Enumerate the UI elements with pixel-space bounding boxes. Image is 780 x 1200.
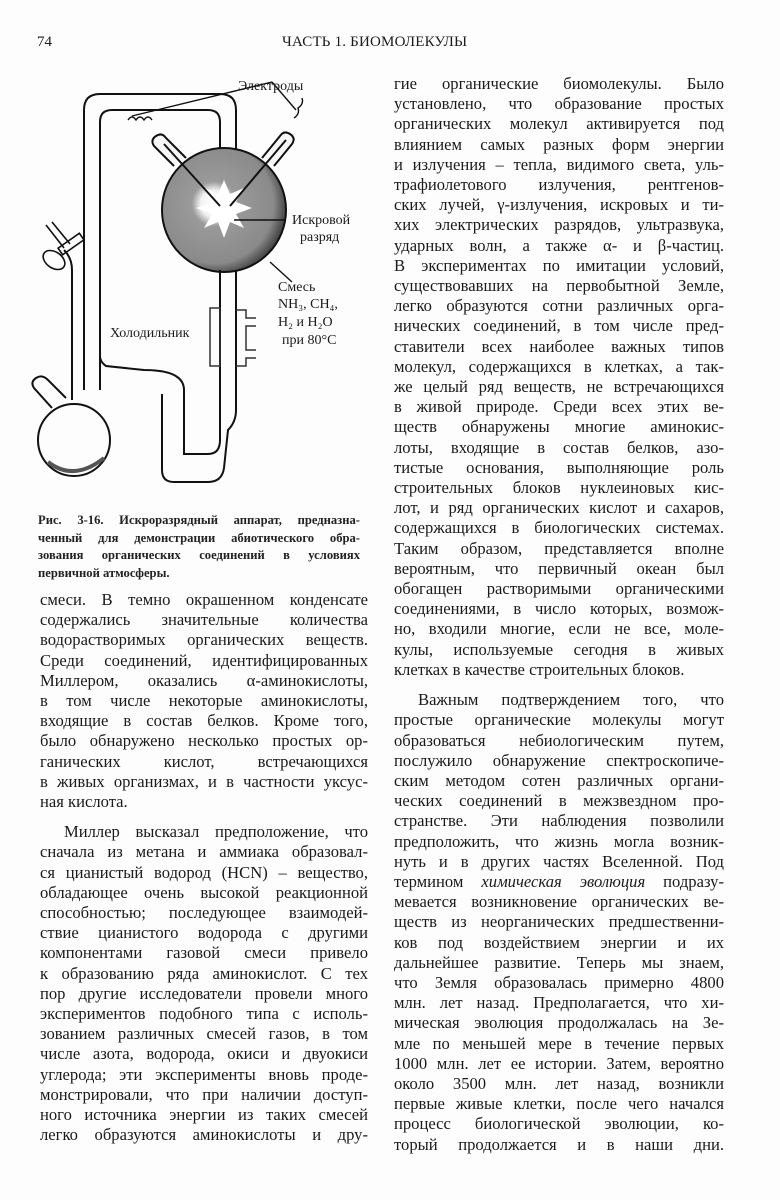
text-line: Таким образом, представляется вполне: [394, 538, 724, 558]
text-line: ся цианистый водород (HCN) – вещество,: [40, 862, 368, 882]
text-line: процесс биологической эволюции, ко-: [394, 1114, 724, 1134]
text-line: ная кислота.: [40, 792, 128, 812]
label-mixture-4: при 80°С: [282, 333, 337, 348]
label-mixture-1: Смесь: [278, 280, 316, 295]
text-line: ществ из неорганических предшественни-: [394, 912, 724, 932]
text-line: ганических кислот, встречающихся: [40, 751, 368, 771]
text-line: странстве. Эти наблюдения позволили: [394, 811, 724, 831]
text-line: Среди соединений, идентифицированных: [40, 650, 368, 670]
label-electrodes: Электроды: [238, 79, 304, 94]
text-line: было обнаружено несколько простых ор-: [40, 731, 368, 751]
text-line: ществ обнаружены многие аминокис-: [394, 417, 724, 437]
right-column-text: [394, 74, 724, 1155]
paragraph: [394, 892, 724, 1155]
coolant-outlet: [236, 358, 256, 366]
text-line: ударных волн, а также α- и β-частиц.: [394, 235, 724, 255]
coil-left: [128, 117, 152, 120]
text-line: мическая эволюция продолжалась на Зе-: [394, 1013, 724, 1033]
text-line: торый продолжается и в наши дни.: [394, 1134, 724, 1154]
text-line: монстрировали, что при наличии доступ-: [40, 1084, 368, 1104]
page-number: 74: [37, 34, 52, 50]
caption-line: ченный для демонстрации абиотического обра-: [38, 530, 360, 545]
text-line: Миллером, оказались α-аминокислоты,: [40, 670, 368, 690]
text-line: углерода; эти эксперименты вновь проде-: [40, 1064, 368, 1084]
text-line: смеси. В темно окрашенном конденсате: [40, 590, 368, 609]
text-line: образоваться небиологическим путем,: [394, 730, 724, 750]
text-line: содержались значительные количества: [40, 610, 368, 630]
text-line: около 3500 млн. лет назад, возникли: [394, 1073, 724, 1093]
label-condenser: Холодильник: [110, 326, 190, 341]
label-mixture-3: H₂ и H₂O: [278, 315, 333, 330]
flask-neck: [100, 270, 220, 454]
text-line: ческих соединений в межзвездном про-: [394, 791, 724, 811]
text-line: дальнейшее развитие. Теперь мы знаем,: [394, 952, 724, 972]
label-spark-2: разряд: [300, 230, 340, 245]
text-line: что Земля образовалась примерно 4800: [394, 972, 724, 992]
text-line: существовавших на первобытной Земле,: [394, 276, 724, 296]
text-line: ставители всех наиболее важных типов: [394, 336, 724, 356]
paragraph: [394, 74, 724, 680]
figure-spark-discharge-apparatus: [24, 70, 376, 500]
text-line: но, входили многие, если не все, моле-: [394, 619, 724, 639]
text-line-with-term: [394, 872, 724, 892]
text-line: лот, и ряд органических кислот и сахаров,: [394, 498, 724, 518]
text-line: установлено, что образование простых: [394, 94, 724, 114]
boiling-flask: [38, 404, 110, 476]
text-line: нических соединений, в том числе пред-: [394, 316, 724, 336]
text-line: соединениями, в число которых, возмож-: [394, 599, 724, 619]
caption-line: первичной атмосферы.: [38, 565, 170, 580]
label-mixture-2: NH₃, CH₄,: [278, 297, 338, 312]
coolant-bracket: [246, 326, 256, 350]
text-line: экспериментов подобного типа с исполь-: [40, 1004, 368, 1024]
text-line: компонентами газовой смеси привело: [40, 943, 368, 963]
condenser-jacket: [210, 308, 220, 366]
mixture-leader: [270, 262, 292, 282]
paragraph: [40, 590, 368, 812]
text-line: первые живые клетки, после чего начался: [394, 1094, 724, 1114]
text-line: ного источника энергии из таких смесей: [40, 1105, 368, 1125]
text-line: и излучения – тепла, видимого света, уль-: [394, 154, 724, 174]
text-line: пор другие исследователи провели много: [40, 983, 368, 1003]
text-line: легко образуются сотни различных орга-: [394, 296, 724, 316]
paragraph: [40, 822, 368, 1145]
text-line: мле по меньшей мере в течение первых: [394, 1033, 724, 1053]
text-line: входящие в состав белков. Кроме того,: [40, 711, 368, 731]
text-line: ков под воздействием энергии и их: [394, 932, 724, 952]
text-line: влиянием самых разных форм энергии: [394, 134, 724, 154]
text-line: хих электрических разрядов, ультразвука,: [394, 215, 724, 235]
text-line: в том числе некоторые аминокислоты,: [40, 691, 368, 711]
text-line: ствие цианистого водорода с другими: [40, 923, 368, 943]
text-line: трафиолетового излучения, рентгенов-: [394, 175, 724, 195]
text-line: в живой природе. Среди всех этих ве-: [394, 397, 724, 417]
text-line: кулы, используемые сегодня в живых: [394, 639, 724, 659]
text-line: ским методом сотен различных органи-: [394, 770, 724, 790]
text-line: тистые основания, выполняющие роль: [394, 457, 724, 477]
text-line: 1000 млн. лет ее истории. Затем, вероятно: [394, 1053, 724, 1073]
text-line: обладающее очень высокой реакционной: [40, 882, 368, 902]
text-line: молекул, содержащихся в клетках, а так-: [394, 356, 724, 376]
text-line: предположить, что жизнь могла возник-: [394, 831, 724, 851]
text-line: клетках в качестве строительных блоков.: [394, 659, 685, 679]
flask-neck-inner: [162, 270, 236, 482]
text-line: содержащихся в биологических системах.: [394, 518, 724, 538]
term-after: подразу-: [645, 871, 724, 891]
text-line: вероятным, что первичный океан был: [394, 558, 724, 578]
label-spark-1: Искровой: [292, 213, 351, 228]
coil-right: [294, 98, 303, 118]
text-line: сначала из метана и аммиака образовал-: [40, 842, 368, 862]
text-line: Важным подтверждением того, что: [418, 690, 724, 710]
text-line: зованием различных смесей газов, в том: [40, 1024, 368, 1044]
text-line: мевается возникновение органических ве-: [394, 892, 724, 912]
left-tube: [64, 242, 84, 400]
text-line: числе азота, водорода, окиси и двуокиси: [40, 1044, 368, 1064]
text-line: к образованию ряда аминокислот. С тех: [40, 963, 368, 983]
text-line: же целый ряд веществ, не встречающихся: [394, 377, 724, 397]
apparatus-diagram: [24, 70, 376, 500]
text-line: простые органические молекулы могут: [394, 710, 724, 730]
term-chemical-evolution: химическая эволюция: [481, 871, 646, 891]
left-column-text: [40, 590, 368, 1145]
text-line: лоты, входящие в состав белков, азо-: [394, 437, 724, 457]
caption-line: зования органических соединений в условиях: [38, 548, 360, 562]
coolant-inlet: [236, 310, 256, 318]
stopcock: [40, 222, 84, 273]
text-line: обогащен растворимыми органическими: [394, 579, 724, 599]
paragraph: [394, 690, 724, 872]
term-before: термином: [394, 871, 482, 891]
caption-line: Рис. 3-16. Искроразрядный аппарат, предназна-: [38, 513, 360, 527]
text-line: строительных блоков нуклеиновых кис-: [394, 478, 724, 498]
running-head: ЧАСТЬ 1. БИОМОЛЕКУЛЫ: [282, 34, 468, 50]
text-line: в живых организмах, и в частности уксус-: [40, 771, 368, 791]
text-line: В экспериментах по имитации условий,: [394, 255, 724, 275]
text-line: легко образуются аминокислоты и дру-: [40, 1125, 368, 1145]
text-line: нуть и в других частях Вселенной. Под: [394, 851, 724, 871]
text-line: Миллер высказал предположение, что: [64, 822, 368, 842]
text-line: послужило обнаружение спектроскопиче-: [394, 750, 724, 770]
text-line: млн. лет назад. Предполагается, что хи-: [394, 993, 724, 1013]
text-line: гие органические биомолекулы. Было: [394, 74, 724, 93]
boiling-flask-sidearm: [32, 376, 66, 408]
text-line: способностью; последующее взаимодей-: [40, 903, 368, 923]
text-line: ских лучей, γ-излучения, искровых и ти-: [394, 195, 724, 215]
figure-caption: [38, 512, 360, 582]
text-line: водорастворимых органических веществ.: [40, 630, 368, 650]
text-line: органических молекул активируется под: [394, 114, 724, 134]
